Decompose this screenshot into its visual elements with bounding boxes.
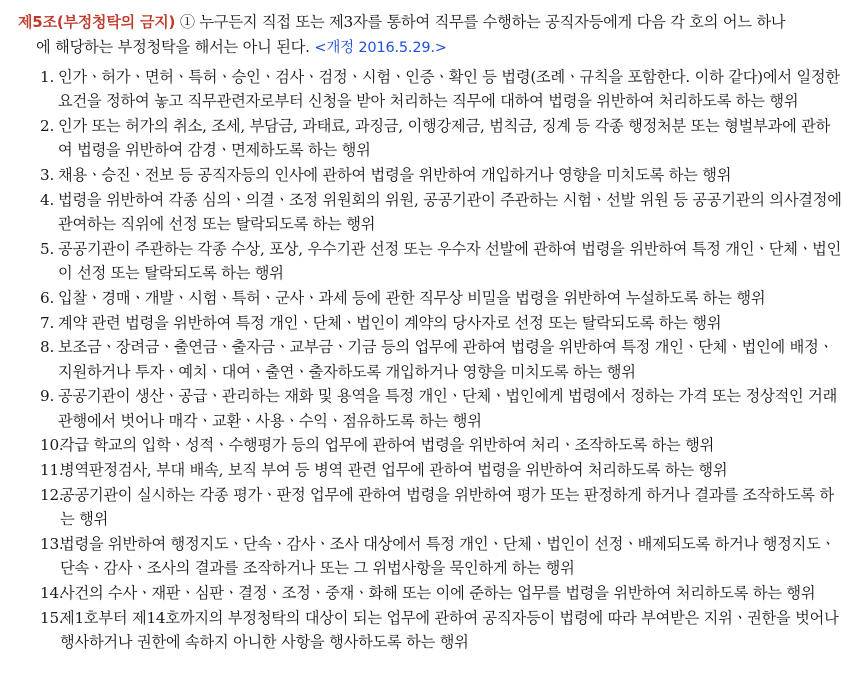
item-number: 14.: [40, 583, 64, 602]
item-number: 2.: [40, 117, 55, 135]
list-item: [18, 335, 842, 383]
article-intro: [18, 10, 842, 61]
list-item: [18, 237, 842, 285]
item-number: 9.: [40, 387, 55, 406]
item-text: 인가ㆍ허가ㆍ면허ㆍ특허ㆍ승인ㆍ검사ㆍ검정ㆍ시험ㆍ인증ㆍ확인 등 법령(조례ㆍ규칙을 포함한다. 이하 같다)에서 일정한 요건을 정하여 놓고 직무관련자로부터 신청을 받아 처리하는 직무에 대하여 법령을 위반하여 처리하도록 하는 행위: [58, 68, 840, 111]
item-text: 제1호부터 제14호까지의 부정청탁의 대상이 되는 업무에 관하여 공직자등이 법령에 따라 부여받은 지위ㆍ권한을 벗어나 행사하거나 권한에 속하지 아니한 사항을 행사하도록 하는 행위: [60, 608, 839, 651]
item-number: 13.: [40, 534, 64, 553]
item-text: 입찰ㆍ경매ㆍ개발ㆍ시험ㆍ특허ㆍ군사ㆍ과세 등에 관한 직무상 비밀을 법령을 위반하여 누설하도록 하는 행위: [58, 288, 766, 307]
article-intro-text-1: ① 누구든지 직접 또는 제3자를 통하여 직무를 수행하는 공직자등에게 다음 각 호의 어느 하나: [175, 13, 786, 31]
item-text: 법령을 위반하여 행정지도ㆍ단속ㆍ감사ㆍ조사 대상에서 특정 개인ㆍ단체ㆍ법인이 선정ㆍ배제되도록 하거나 행정지도ㆍ단속ㆍ감사ㆍ조사의 결과를 조작하거나 또는 그 위법사항을 묵인하게 하는 행위: [60, 534, 836, 578]
item-text: 사건의 수사ㆍ재판ㆍ심판ㆍ결정ㆍ조정ㆍ중재ㆍ화해 또는 이에 준하는 업무를 법령을 위반하여 처리하도록 하는 행위: [60, 583, 816, 602]
list-item: [18, 483, 842, 531]
list-item: [18, 163, 842, 187]
item-text: 계약 관련 법령을 위반하여 특정 개인ㆍ단체ㆍ법인이 계약의 당사자로 선정 또는 탈락되도록 하는 행위: [58, 313, 722, 332]
item-number: 11.: [40, 461, 64, 480]
item-number: 3.: [40, 166, 55, 184]
item-text: 공공기관이 실시하는 각종 평가ㆍ판정 업무에 관하여 법령을 위반하여 평가 또는 판정하게 하거나 결과를 조작하도록 하는 행위: [60, 485, 834, 529]
list-item: [18, 458, 842, 482]
item-number: 12.: [40, 485, 64, 504]
item-number: 1.: [40, 68, 55, 86]
list-item: [18, 581, 842, 605]
item-number: 5.: [40, 239, 55, 258]
item-text: 법령을 위반하여 각종 심의ㆍ의결ㆍ조정 위원회의 위원, 공공기관이 주관하는 시험ㆍ선발 위원 등 공공기관의 의사결정에 관여하는 직위에 선정 또는 탈락되도록 하는 행위: [58, 190, 842, 233]
item-text: 병역판정검사, 부대 배속, 보직 부여 등 병역 관련 업무에 관하여 법령을 위반하여 처리하도록 하는 행위: [60, 461, 728, 480]
item-number: 10.: [40, 436, 64, 455]
item-number: 7.: [40, 313, 55, 332]
item-number: 6.: [40, 288, 55, 307]
item-list: [18, 65, 842, 654]
item-text: 채용ㆍ승진ㆍ전보 등 공직자등의 인사에 관하여 법령을 위반하여 개입하거나 영향을 미치도록 하는 행위: [58, 166, 732, 184]
article-intro-line2: [18, 35, 842, 61]
item-text: 인가 또는 허가의 취소, 조세, 부담금, 과태료, 과징금, 이행강제금, 범칙금, 징계 등 각종 행정처분 또는 형벌부과에 관하여 법령을 위반하여 감경ㆍ면제하도록 하는 행위: [58, 117, 831, 160]
item-text: 공공기관이 생산ㆍ공급ㆍ관리하는 재화 및 용역을 특정 개인ㆍ단체ㆍ법인에게 법령에서 정하는 가격 또는 정상적인 거래관행에서 벗어나 매각ㆍ교환ㆍ사용ㆍ수익ㆍ점유하도록 하는 행위: [58, 387, 838, 430]
article-intro-text-2: 에 해당하는 부정청탁을 해서는 아니 된다.: [36, 38, 310, 56]
list-item: [18, 188, 842, 236]
list-item: [18, 311, 842, 335]
article-title: 제5조(부정청탁의 금지): [18, 13, 176, 31]
list-item: [18, 286, 842, 310]
list-item: [18, 606, 842, 654]
item-text: 각급 학교의 입학ㆍ성적ㆍ수행평가 등의 업무에 관하여 법령을 위반하여 처리ㆍ조작하도록 하는 행위: [60, 436, 715, 455]
list-item: [18, 384, 842, 432]
item-text: 보조금ㆍ장려금ㆍ출연금ㆍ출자금ㆍ교부금ㆍ기금 등의 업무에 관하여 법령을 위반하여 특정 개인ㆍ단체ㆍ법인에 배정ㆍ지원하거나 투자ㆍ예치ㆍ대여ㆍ출연ㆍ출자하도록 개입하거나 영향을 미치도록 하는 행위: [58, 338, 834, 381]
list-item: [18, 114, 842, 162]
list-item: [18, 433, 842, 457]
list-item: [18, 65, 842, 113]
amendment-link[interactable]: <개정 2016.5.29.>: [314, 40, 447, 56]
list-item: [18, 532, 842, 580]
item-number: 15.: [40, 608, 64, 627]
item-text: 공공기관이 주관하는 각종 수상, 포상, 우수기관 선정 또는 우수자 선발에 관하여 법령을 위반하여 특정 개인ㆍ단체ㆍ법인이 선정 또는 탈락되도록 하는 행위: [58, 239, 842, 282]
item-number: 4.: [40, 190, 55, 209]
item-number: 8.: [40, 338, 55, 357]
